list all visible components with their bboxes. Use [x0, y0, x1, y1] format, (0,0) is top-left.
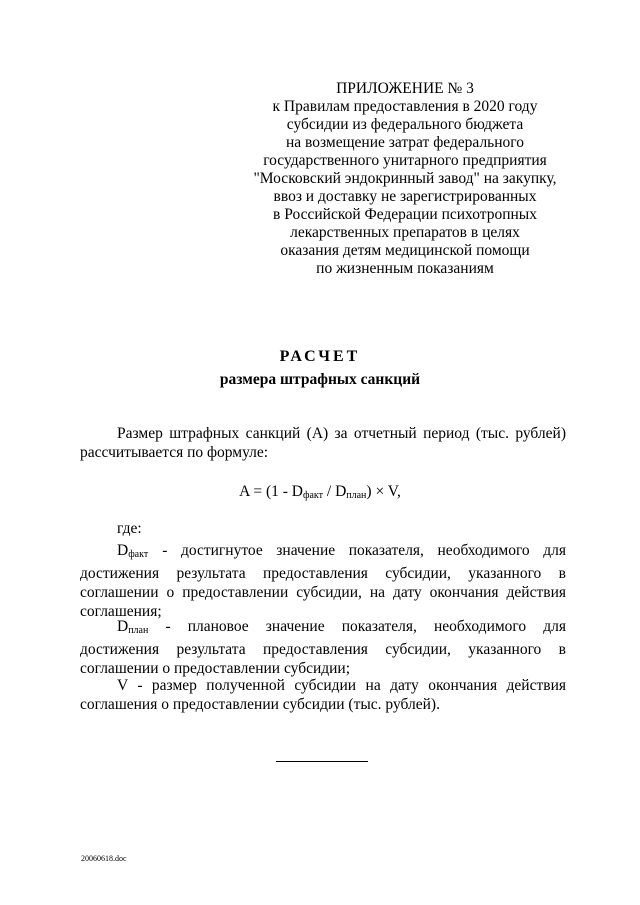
definition-symbol: D [117, 542, 129, 559]
definition-text: - достигнутое значение показателя, необходимого для достижения результата предоставления субсидии, указанного в соглашении о предоставлении субсидии, на дату окончания действия соглашения; [80, 542, 566, 620]
formula-sub-plan: план [346, 490, 367, 501]
definition-text: - плановое значение показателя, необходимого для достижения результата предоставления субсидии, указанного в соглашении о предоставлении субсидии; [80, 618, 566, 677]
appendix-line: лекарственных препаратов в целях [290, 224, 520, 241]
formula-prefix: A = (1 - D [239, 483, 303, 500]
formula-middle: / D [323, 483, 347, 500]
definition-text: - размер полученной субсидии на дату окончания действия соглашения о предоставлении субсидии (тыс. рублей). [80, 677, 567, 713]
appendix-line: оказания детям медицинской помощи [280, 242, 530, 259]
definition-subscript: факт [128, 549, 149, 560]
definition-symbol: V [117, 677, 128, 694]
appendix-line: "Московский эндокринный завод" на закупку, [253, 170, 557, 187]
formula-suffix: ) × V, [366, 483, 401, 500]
appendix-line: на возмещение затрат федерального [285, 134, 525, 151]
appendix-number: ПРИЛОЖЕНИЕ № 3 [336, 80, 474, 97]
appendix-line: к Правилам предоставления в 2020 году [272, 98, 538, 115]
appendix-line: государственного унитарного предприятия [263, 152, 547, 169]
appendix-line: ввоз и доставку не зарегистрированных [273, 188, 537, 205]
file-name: 20060618.doc [81, 854, 127, 863]
document-title: РАСЧЕТ [279, 348, 361, 365]
appendix-line: субсидии из федерального бюджета [286, 116, 524, 133]
definition-subscript: план [128, 625, 149, 636]
definition-v [80, 676, 566, 714]
appendix-line: по жизненным показаниям [316, 260, 494, 277]
divider-line [276, 761, 368, 762]
formula-sub-fact: факт [303, 490, 324, 501]
definition-symbol: D [117, 618, 129, 635]
intro-paragraph: Размер штрафных санкций (A) за отчетный период (тыс. рублей) рассчитывается по формуле: [80, 425, 566, 461]
document-subtitle: размера штрафных санкций [219, 371, 421, 388]
where-label: где: [117, 520, 142, 537]
appendix-line: в Российской Федерации психотропных [273, 206, 537, 223]
definition-d-fact [80, 541, 566, 621]
appendix-header [250, 80, 560, 278]
definition-d-plan [80, 617, 566, 678]
formula [0, 483, 640, 501]
